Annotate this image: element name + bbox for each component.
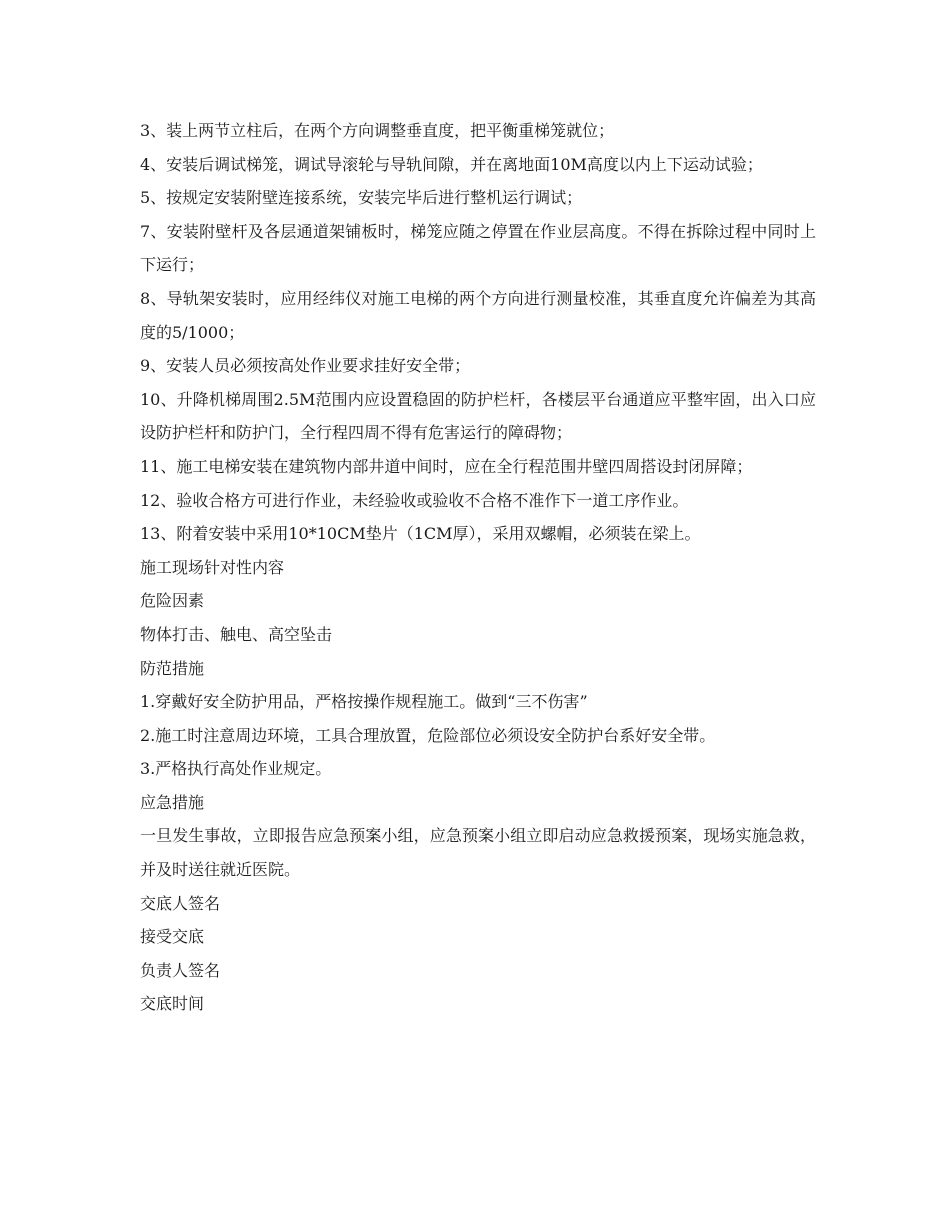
list-item: 4、安装后调试梯笼，调试导滚轮与导轨间隙，并在离地面10M高度以内上下运动试验； xyxy=(140,154,763,174)
list-item: 5、按规定安装附壁连接系统，安装完毕后进行整机运行调试； xyxy=(140,188,583,208)
receiver-label: 接受交底 xyxy=(140,927,205,947)
list-item: 7、安装附壁杆及各层通道架铺板时，梯笼应随之停置在作业层高度。不得在拆除过程中同时上下运行； xyxy=(140,221,816,275)
list-item: 10、升降机梯周围2.5M范围内应设置稳固的防护栏杆，各楼层平台通道应平整牢固，出入口应设防护栏杆和防护门，全行程四周不得有危害运行的障碍物； xyxy=(140,389,816,443)
prevention-heading: 防范措施 xyxy=(140,658,205,678)
prevention-item: 1.穿戴好安全防护用品，严格按操作规程施工。做到“三不伤害” xyxy=(140,692,588,712)
document-body xyxy=(140,114,816,1021)
list-item: 3、装上两节立柱后，在两个方向调整垂直度，把平衡重梯笼就位； xyxy=(140,121,615,140)
list-item: 13、附着安装中采用10*10CM垫片（1CM厚），采用双螺帽，必须装在梁上。 xyxy=(140,524,701,544)
emergency-text: 一旦发生事故，立即报告应急预案小组，应急预案小组立即启动应急救援预案，现场实施急救，并及时送往就近医院。 xyxy=(140,826,816,880)
responsible-signature-label: 负责人签名 xyxy=(140,960,221,980)
prevention-item: 2.施工时注意周边环境，工具合理放置，危险部位必须设安全防护台系好安全带。 xyxy=(140,725,716,745)
disclosure-time-label: 交底时间 xyxy=(140,994,205,1014)
section-title: 施工现场针对性内容 xyxy=(140,557,285,577)
list-item: 9、安装人员必须按高处作业要求挂好安全带； xyxy=(140,356,471,376)
list-item: 11、施工电梯安装在建筑物内部井道中间时，应在全行程范围井壁四周搭设封闭屏障； xyxy=(140,456,753,476)
discloser-signature-label: 交底人签名 xyxy=(140,893,221,913)
emergency-heading: 应急措施 xyxy=(140,792,205,812)
list-item: 8、导轨架安装时，应用经纬仪对施工电梯的两个方向进行测量校准，其垂直度允许偏差为其高度的5/1000； xyxy=(140,288,816,342)
list-item: 12、验收合格方可进行作业，未经验收或验收不合格不准作下一道工序作业。 xyxy=(140,490,689,510)
prevention-item: 3.严格执行高处作业规定。 xyxy=(140,759,332,779)
hazard-heading: 危险因素 xyxy=(140,591,205,611)
hazard-text: 物体打击、触电、高空坠击 xyxy=(140,624,333,644)
